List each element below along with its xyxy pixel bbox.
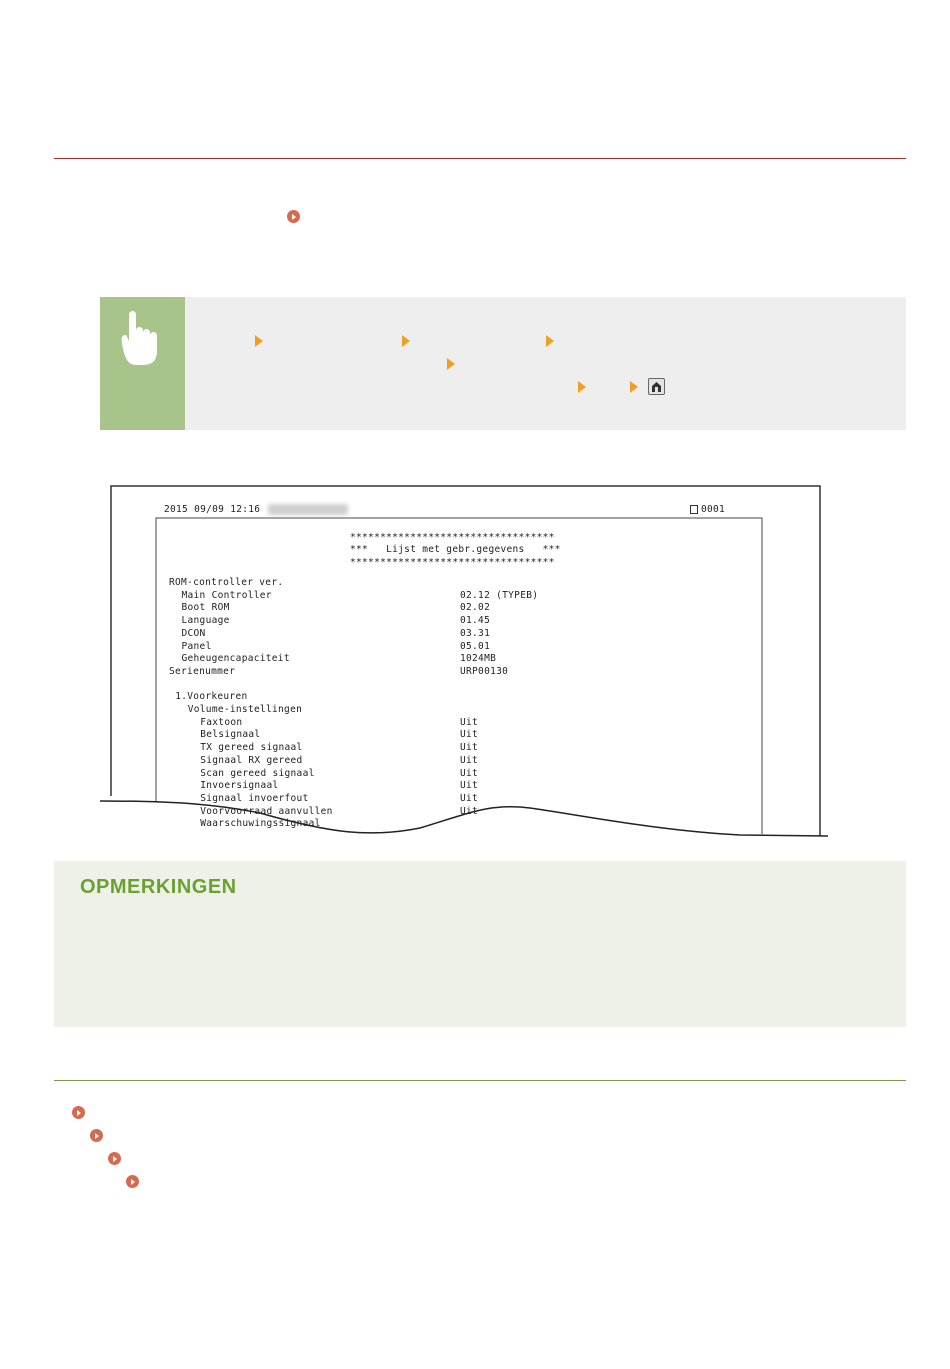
printout-row-label: Scan gereed signaal xyxy=(200,767,315,779)
printout-date: 2015 09/09 12:16 xyxy=(164,504,261,515)
printout-row-label: 1.Voorkeuren xyxy=(175,691,248,703)
printout-row-value: Uit xyxy=(460,729,479,741)
printout-row-value: 1024MB xyxy=(460,653,497,665)
printout-row-value: Uit xyxy=(460,767,479,779)
link-arrow-icon[interactable] xyxy=(287,210,300,223)
home-key-icon[interactable] xyxy=(648,378,665,395)
printout-row-value: 03.31 xyxy=(460,627,491,639)
printout-row-label: Boot ROM xyxy=(181,602,230,614)
printout-row-label: Waarschuwingssignaal xyxy=(200,818,321,830)
printout-row-label: Panel xyxy=(181,640,212,652)
step-arrow-icon xyxy=(402,335,410,347)
step-arrow-icon xyxy=(630,381,638,393)
printout-row-value: Uit xyxy=(460,742,479,754)
printout-row-label: DCON xyxy=(181,627,206,639)
printout-row-value: Uit xyxy=(460,716,479,728)
step-arrow-icon xyxy=(447,358,455,370)
printout-rows xyxy=(100,484,840,836)
printout-row-value: 02.02 xyxy=(460,602,491,614)
printout-row-label: TX gereed signaal xyxy=(200,742,303,754)
pointing-hand-icon xyxy=(100,297,185,430)
procedure-icon-panel xyxy=(100,297,185,430)
printout-page-number: 0001 xyxy=(701,504,726,515)
printout-row-value: 05.01 xyxy=(460,640,491,652)
printout-row-label: Signaal RX gereed xyxy=(200,754,303,766)
related-link-3-arrow-icon[interactable] xyxy=(108,1152,121,1165)
printout-row-value: 02.12 (TYPEB) xyxy=(460,589,539,601)
step-arrow-icon xyxy=(578,381,586,393)
report-printout-illustration xyxy=(100,484,840,844)
printout-row-label: Signaal invoerfout xyxy=(200,792,309,804)
printout-row-label: Belsignaal xyxy=(200,729,261,741)
printout-row-label: ROM-controller ver. xyxy=(169,577,284,588)
printout-row-label: Faxtoon xyxy=(200,716,243,728)
printout-stars-top: ********************************** xyxy=(350,532,555,543)
printout-row-label: Language xyxy=(181,615,230,627)
procedure-box xyxy=(100,297,906,430)
related-link-2-arrow-icon[interactable] xyxy=(90,1129,103,1142)
step-arrow-icon xyxy=(255,335,263,347)
printout-row-value: URP00130 xyxy=(460,665,509,677)
printout-row-label: Geheugencapaciteit xyxy=(181,653,290,665)
printout-title: *** Lijst met gebr.gegevens *** xyxy=(350,544,561,555)
heading-divider xyxy=(54,158,906,159)
printout-row-label: Serienummer xyxy=(169,665,236,677)
related-divider xyxy=(54,1080,906,1081)
notes-title: OPMERKINGEN xyxy=(80,876,237,898)
printout-stars-bottom: ********************************** xyxy=(350,557,555,568)
printout-row-value: Uit xyxy=(460,780,479,792)
related-link-1-arrow-icon[interactable] xyxy=(72,1106,85,1119)
printout-row-value: Uit xyxy=(460,792,479,804)
printout-row-value: Uit xyxy=(460,754,479,766)
printout-row-value: Uit xyxy=(460,805,479,817)
printout-row-label: Voorvoorraad aanvullen xyxy=(200,805,333,817)
related-link-4-arrow-icon[interactable] xyxy=(126,1175,139,1188)
printout-row-label: Invoersignaal xyxy=(200,780,279,792)
step-arrow-icon xyxy=(546,335,554,347)
printout-row-label: Volume-instellingen xyxy=(187,704,303,715)
printout-row-value: 01.45 xyxy=(460,615,491,627)
printout-row-label: Main Controller xyxy=(181,589,272,601)
